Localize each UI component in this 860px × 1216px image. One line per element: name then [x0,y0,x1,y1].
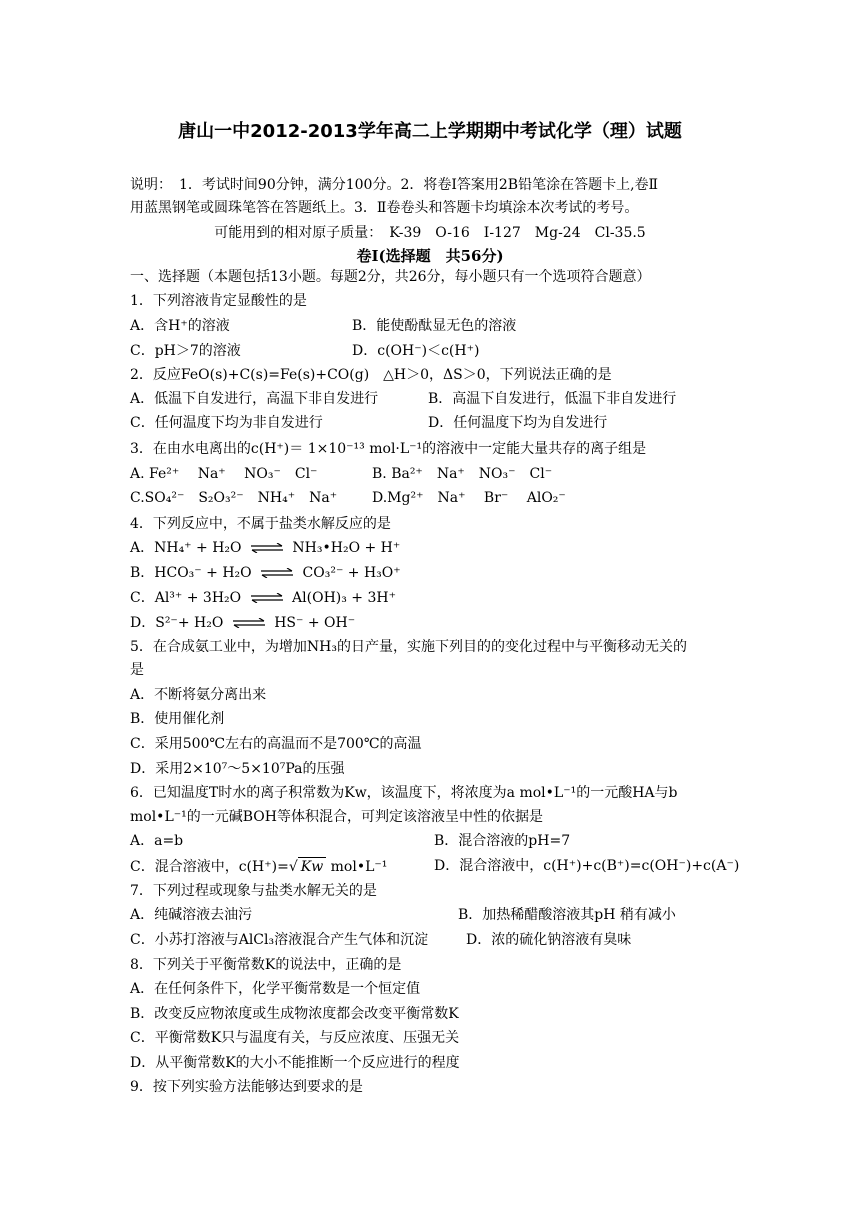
question-5-option-b: B．使用催化剂 [130,711,225,727]
atomic-masses: 可能用到的相对原子质量： K-39 O-16 I-127 Mg-24 Cl-35.5 [214,225,646,241]
question-1-option-c: C．pH＞7的溶液 [130,343,241,359]
square-root-radicand: Kw [298,857,326,876]
equilibrium-arrow-icon [250,593,284,603]
question-3-option-c: C.SO₄²⁻ S₂O₃²⁻ NH₄⁺ Na⁺ [130,490,338,506]
option-c-unit: mol•L⁻¹ [326,859,388,875]
question-7-stem: 7．下列过程或现象与盐类水解无关的是 [130,883,377,899]
question-8-option-b: B．改变反应物浓度或生成物浓度都会改变平衡常数K [130,1006,459,1022]
equation-right: NH₃•H₂O + H⁺ [292,540,401,556]
question-5-option-a: A．不断将氨分离出来 [130,687,267,703]
question-4-option-c [130,589,396,607]
question-3-stem: 3．在由水电离出的c(H⁺)＝ 1×10⁻¹³ mol·L⁻¹的溶液中一定能大量共存的离子组是 [130,441,647,457]
question-7-option-a: A．纯碱溶液去油污 [130,907,253,923]
equilibrium-arrow-icon [250,543,284,553]
question-2-option-c: C．任何温度下均为非自发进行 [130,415,323,431]
equation-left: B．HCO₃⁻ + H₂O [130,565,252,581]
question-1-option-a: A．含H⁺的溶液 [130,318,230,334]
question-1-option-d: D．c(OH⁻)＜c(H⁺) [352,343,480,359]
question-2-option-a: A．低温下自发进行，高温下非自发进行 [130,391,379,407]
question-3-option-b: B. Ba²⁺ Na⁺ NO₃⁻ Cl⁻ [372,466,553,482]
question-2-option-b: B．高温下自发进行，低温下非自发进行 [428,391,677,407]
question-5-stem-line-2: 是 [130,662,144,678]
page-title: 唐山一中2012-2013学年高二上学期期中考试化学（理）试题 [178,121,682,142]
equation-right: Al(OH)₃ + 3H⁺ [292,590,396,606]
question-5-stem-line-1: 5．在合成氨工业中，为增加NH₃的日产量，实施下列目的的变化过程中与平衡移动无关的 [130,639,687,655]
question-5-option-c: C．采用500℃左右的高温而不是700℃的高温 [130,736,422,752]
question-6-stem-line-2: mol•L⁻¹的一元碱BOH等体积混合，可判定该溶液呈中性的依据是 [130,809,543,825]
notes-line-2: 用蓝黑钢笔或圆珠笔答在答题纸上。3．Ⅱ卷卷头和答题卡均填涂本次考试的考号。 [130,200,639,216]
question-1-stem: 1．下列溶液肯定显酸性的是 [130,293,307,309]
question-1-option-b: B．能使酚酞显无色的溶液 [352,318,517,334]
question-3-option-d: D.Mg²⁺ Na⁺ Br⁻ AlO₂⁻ [372,490,566,506]
question-4-option-a [130,539,400,557]
square-root-icon: √ [288,859,298,875]
section-heading: 卷Ⅰ(选择题 共56分) [356,247,504,265]
question-6-option-c [130,857,387,876]
equilibrium-arrow-icon [260,568,294,578]
question-5-option-d: D．采用2×10⁷～5×10⁷Pa的压强 [130,761,345,777]
question-8-option-a: A．在任何条件下，化学平衡常数是一个恒定值 [130,981,421,997]
question-6-stem-line-1: 6．已知温度T时水的离子积常数为Kw，该温度下，将浓度为a mol•L⁻¹的一元酸HA与b [130,785,678,801]
question-2-stem: 2．反应FeO(s)+C(s)=Fe(s)+CO(g) △H＞0，ΔS＞0，下列说法正确的是 [130,367,612,383]
question-4-stem: 4．下列反应中，不属于盐类水解反应的是 [130,516,391,532]
question-2-option-d: D．任何温度下均为自发进行 [428,415,608,431]
question-8-option-c: C．平衡常数K只与温度有关，与反应浓度、压强无关 [130,1030,460,1046]
question-4-option-b [130,564,401,582]
question-4-option-d [130,614,355,632]
equation-right: HS⁻ + OH⁻ [274,615,356,631]
question-9-stem: 9．按下列实验方法能够达到要求的是 [130,1079,363,1095]
equation-left: A．NH₄⁺ + H₂O [130,540,242,556]
instructions: 一、选择题（本题包括13小题。每题2分，共26分，每小题只有一个选项符合题意） [130,269,651,285]
question-3-option-a: A. Fe²⁺ Na⁺ NO₃⁻ Cl⁻ [130,466,318,482]
question-6-option-d: D．混合溶液中，c(H⁺)+c(B⁺)=c(OH⁻)+c(A⁻) [434,858,740,874]
question-8-option-d: D．从平衡常数K的大小不能推断一个反应进行的程度 [130,1055,460,1071]
option-c-prefix: C．混合溶液中，c(H⁺)= [130,859,289,875]
equation-left: D．S²⁻+ H₂O [130,615,224,631]
question-8-stem: 8．下列关于平衡常数K的说法中，正确的是 [130,957,402,973]
question-7-option-d: D．浓的硫化钠溶液有臭味 [466,932,632,948]
question-6-option-b: B．混合溶液的pH=7 [434,833,571,849]
question-7-option-b: B．加热稀醋酸溶液其pH 稍有减小 [458,907,676,923]
equation-left: C．Al³⁺ + 3H₂O [130,590,242,606]
notes-line-1: 说明： 1．考试时间90分钟，满分100分。2．将卷Ⅰ答案用2B铅笔涂在答题卡上,卷Ⅱ [130,177,659,193]
question-7-option-c: C．小苏打溶液与AlCl₃溶液混合产生气体和沉淀 [130,932,429,948]
equation-right: CO₃²⁻ + H₃O⁺ [302,565,401,581]
question-6-option-a: A．a=b [130,833,184,849]
equilibrium-arrow-icon [232,618,266,628]
